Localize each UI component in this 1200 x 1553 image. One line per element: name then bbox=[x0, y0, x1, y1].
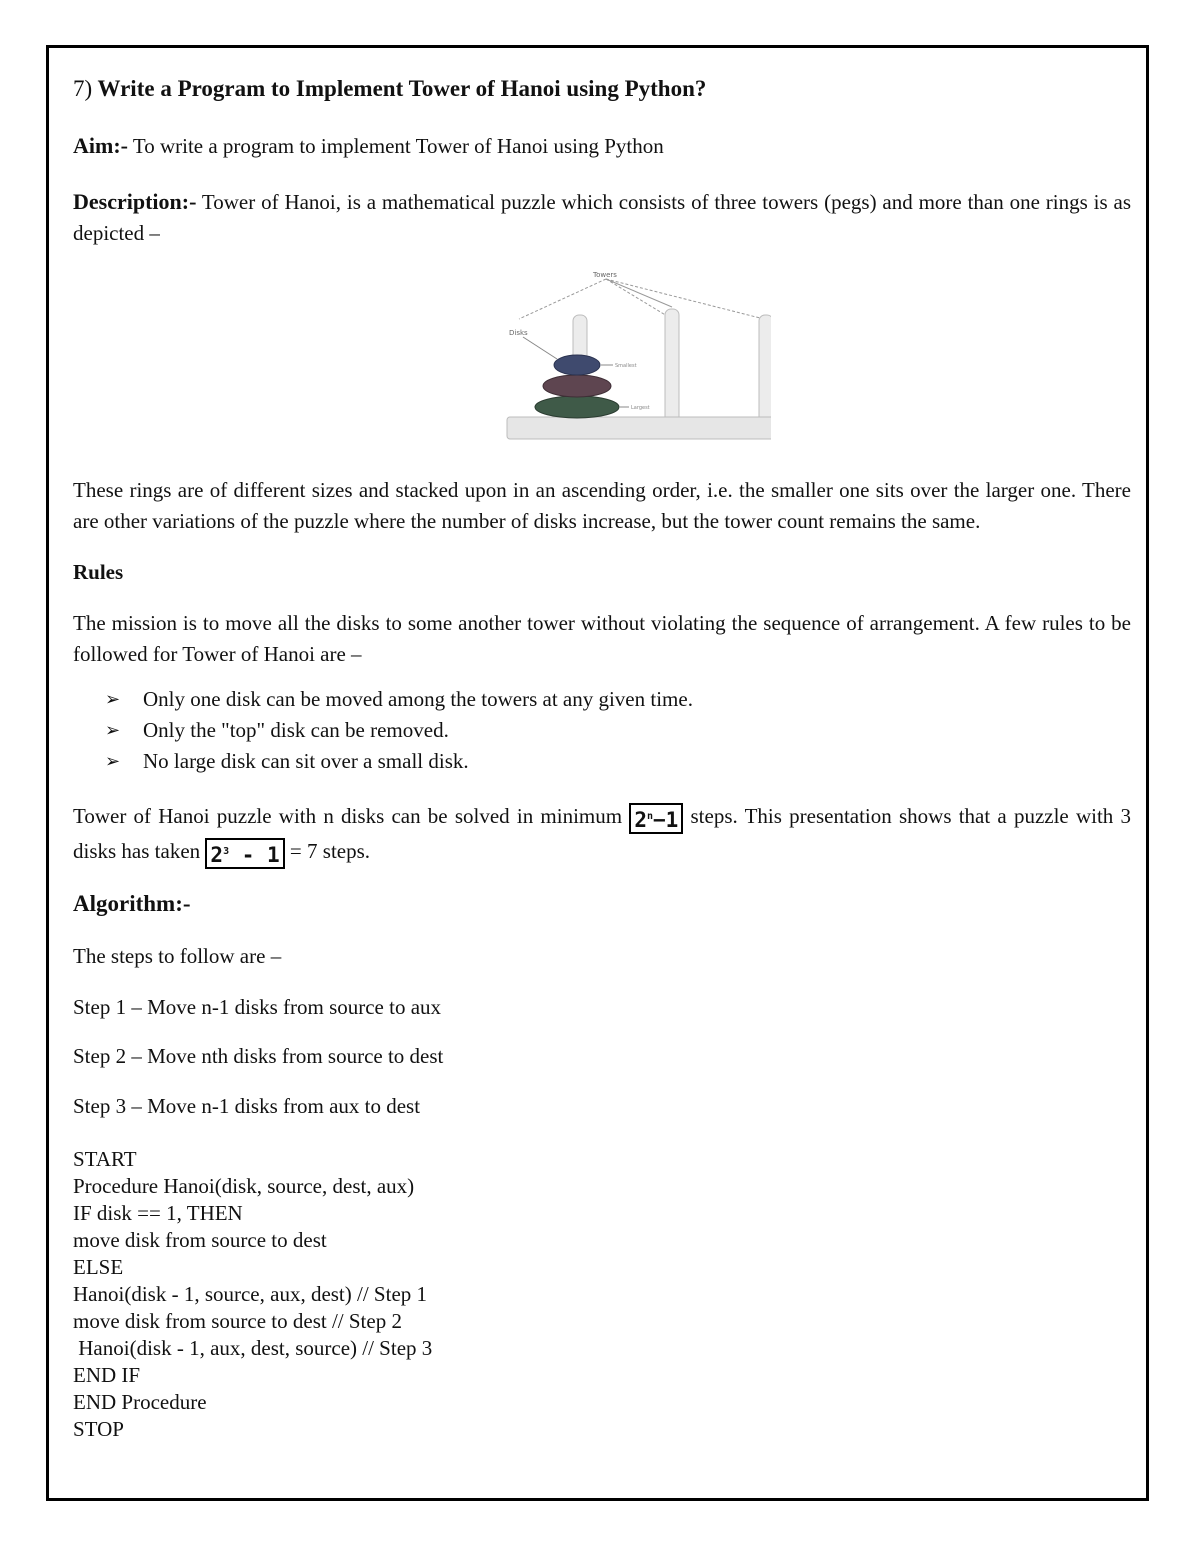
hanoi-illustration bbox=[431, 267, 771, 445]
list-item bbox=[105, 684, 1131, 715]
formula-exponent: 3 bbox=[223, 845, 230, 857]
question-text: Write a Program to Implement Tower of Hanoi using Python? bbox=[97, 76, 707, 101]
formula-base: 2 bbox=[210, 842, 224, 867]
rule-text: Only the "top" disk can be removed. bbox=[143, 718, 449, 742]
arrow-bullet-icon: ➢ bbox=[105, 689, 121, 710]
code-line: ELSE bbox=[73, 1255, 124, 1279]
towers-pointer-line bbox=[519, 279, 606, 319]
list-item bbox=[105, 746, 1131, 777]
arrow-bullet-icon: ➢ bbox=[105, 720, 121, 741]
code-line: END Procedure bbox=[73, 1390, 207, 1414]
step-item: Step 3 – Move n-1 disks from aux to dest bbox=[73, 1094, 421, 1118]
description-label: Description:- bbox=[73, 189, 197, 214]
description-paragraph bbox=[73, 186, 1131, 249]
formula-exponent: n bbox=[646, 810, 653, 822]
code-line: START bbox=[73, 1147, 137, 1171]
formula-2n-minus-1 bbox=[629, 803, 683, 834]
towers-pointer-line bbox=[606, 279, 764, 319]
solution-text-3: = 7 steps. bbox=[284, 839, 371, 863]
formula-base: 2 bbox=[634, 807, 647, 832]
list-item bbox=[105, 715, 1131, 746]
code-line: Procedure Hanoi(disk, source, dest, aux) bbox=[73, 1174, 415, 1198]
towers-pointer-line bbox=[606, 279, 672, 319]
page-title bbox=[73, 74, 1131, 104]
aim-text: To write a program to implement Tower of Hanoi using Python bbox=[127, 134, 664, 158]
page-frame bbox=[46, 45, 1149, 1501]
step-item: Step 2 – Move nth disks from source to dest bbox=[73, 1044, 444, 1068]
question-number: 7) bbox=[73, 76, 93, 101]
smallest-label: Smallest bbox=[615, 363, 637, 369]
code-line: Hanoi(disk - 1, source, aux, dest) // Step 1 bbox=[73, 1282, 428, 1306]
peg-right bbox=[759, 315, 771, 425]
step-item: Step 1 – Move n-1 disks from source to aux bbox=[73, 995, 442, 1019]
solution-text-1: Tower of Hanoi puzzle with n disks can be solved in minimum bbox=[73, 804, 630, 828]
disk-large bbox=[535, 396, 619, 418]
document-content bbox=[73, 74, 1131, 1443]
peg-middle bbox=[665, 309, 679, 425]
code-line: END IF bbox=[73, 1363, 141, 1387]
tower-base bbox=[507, 417, 771, 439]
formula-2-cubed-minus-1 bbox=[205, 838, 284, 869]
aim-label: Aim:- bbox=[73, 133, 128, 158]
formula-tail: −1 bbox=[653, 807, 679, 832]
tower-of-hanoi-figure bbox=[73, 267, 1131, 457]
largest-label: Largest bbox=[631, 405, 650, 411]
disk-medium bbox=[543, 375, 611, 397]
rule-text: No large disk can sit over a small disk. bbox=[143, 749, 469, 773]
aim-paragraph bbox=[73, 130, 1131, 162]
solution-paragraph bbox=[73, 799, 1131, 869]
pseudocode-block bbox=[73, 1146, 1131, 1443]
algorithm-heading: Algorithm:- bbox=[73, 891, 191, 916]
rings-paragraph: These rings are of different sizes and stacked upon in an ascending order, i.e. the smaller one sits over the larger one. There are other variations of the puzzle where the number of disks increase, but the tower count remains the same. bbox=[73, 478, 1131, 533]
formula-tail: - 1 bbox=[229, 842, 280, 867]
rules-list bbox=[105, 684, 1131, 777]
disks-label: Disks bbox=[509, 329, 528, 337]
solution-text-2: steps. This presentation shows that a puzzle with 3 disks has taken bbox=[73, 804, 1131, 863]
towers-label: Towers bbox=[593, 271, 617, 279]
disks-pointer-line bbox=[523, 337, 557, 359]
steps-intro: The steps to follow are – bbox=[73, 944, 282, 968]
rules-heading: Rules bbox=[73, 560, 124, 584]
code-line: move disk from source to dest // Step 2 bbox=[73, 1309, 402, 1333]
arrow-bullet-icon: ➢ bbox=[105, 751, 121, 772]
disk-small bbox=[554, 355, 600, 375]
description-text: Tower of Hanoi, is a mathematical puzzle which consists of three towers (pegs) and more than one rings is as depicted – bbox=[73, 190, 1131, 245]
rule-text: Only one disk can be moved among the towers at any given time. bbox=[143, 687, 693, 711]
code-line: Hanoi(disk - 1, aux, dest, source) // Step 3 bbox=[73, 1336, 433, 1360]
code-line: STOP bbox=[73, 1417, 124, 1441]
code-line: IF disk == 1, THEN bbox=[73, 1201, 243, 1225]
code-line: move disk from source to dest bbox=[73, 1228, 327, 1252]
rules-intro: The mission is to move all the disks to some another tower without violating the sequence of arrangement. A few rules to be followed for Tower of Hanoi are – bbox=[73, 611, 1131, 666]
